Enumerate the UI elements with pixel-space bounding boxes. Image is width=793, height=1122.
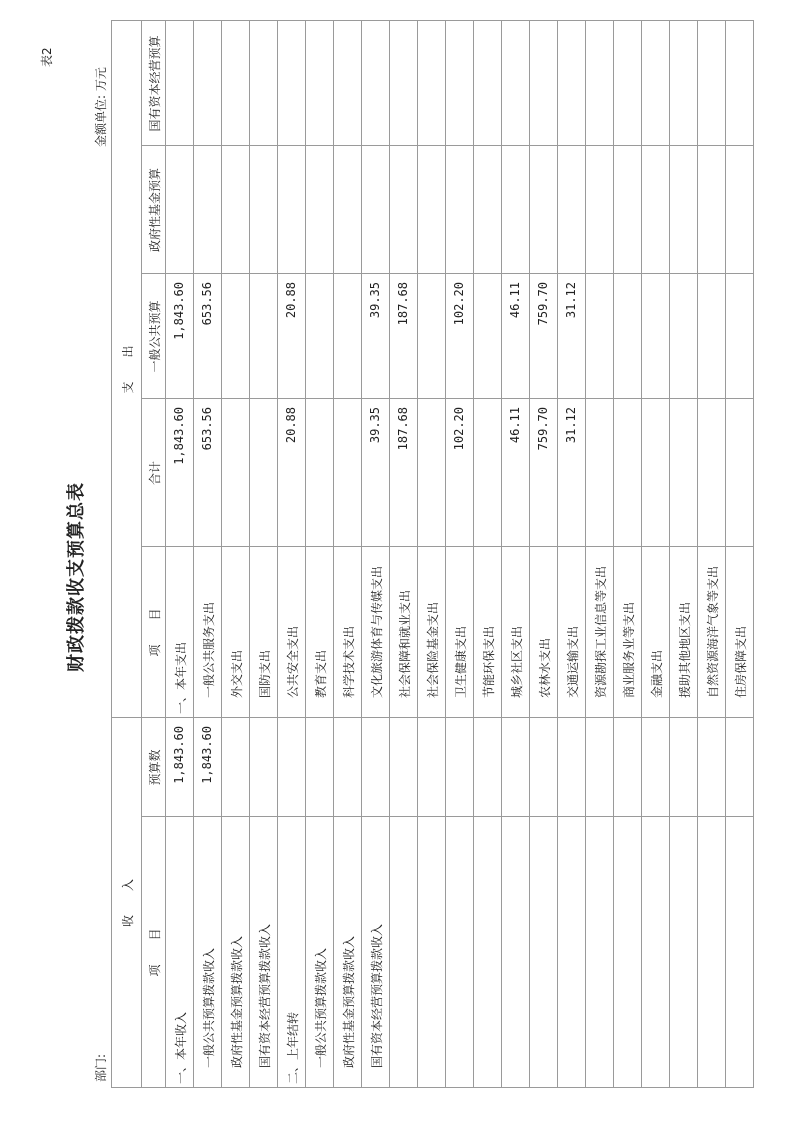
header-income-budget: 预算数 [148, 749, 162, 786]
row-divider [697, 21, 698, 1088]
department-label: 部门: [94, 1053, 108, 1082]
row-divider [725, 21, 726, 1088]
row-divider [753, 21, 754, 1088]
general-cell: 759.70 [536, 282, 550, 326]
total-cell: 46.11 [508, 407, 522, 444]
expense-item-cell: 农林水支出 [538, 637, 552, 698]
header-expense-item: 项 目 [148, 608, 162, 657]
general-cell: 39.35 [368, 282, 382, 319]
general-cell: 46.11 [508, 282, 522, 319]
income-item-cell: 一、本年收入 [174, 1011, 188, 1084]
col-divider-main [111, 717, 753, 718]
row-divider [557, 21, 558, 1088]
row-divider [277, 21, 278, 1088]
expense-item-cell: 住房保障支出 [734, 625, 748, 698]
header-divider-income [141, 718, 142, 1088]
expense-item-cell: 社会保险基金支出 [426, 601, 440, 698]
expense-item-cell: 国防支出 [258, 649, 272, 698]
general-cell: 653.56 [200, 282, 214, 326]
expense-item-cell: 金融支出 [650, 649, 664, 698]
expense-item-cell: 援助其他地区支出 [678, 601, 692, 698]
row-divider [501, 21, 502, 1088]
general-cell: 31.12 [564, 282, 578, 319]
header-income-item: 项 目 [148, 928, 162, 977]
expense-item-cell: 文化旅游体育与传媒支出 [370, 565, 384, 698]
expense-item-cell: 节能环保支出 [482, 625, 496, 698]
expense-item-cell: 自然资源海洋气象等支出 [706, 565, 720, 698]
general-cell: 102.20 [452, 282, 466, 326]
income-budget-cell: 1,843.60 [200, 726, 214, 784]
row-divider [417, 21, 418, 1088]
header-fund: 政府性基金预算 [148, 168, 162, 253]
row-divider [249, 21, 250, 1088]
header-income-group: 收 入 [121, 879, 135, 928]
col-divider [141, 816, 753, 817]
col-divider [141, 398, 753, 399]
expense-item-cell: 科学技术支出 [342, 625, 356, 698]
row-divider [473, 21, 474, 1088]
total-cell: 102.20 [452, 407, 466, 451]
row-divider [193, 21, 194, 1088]
expense-item-cell: 资源勘探工业信息等支出 [594, 565, 608, 698]
header-expense-group: 支 出 [121, 345, 135, 394]
col-divider [141, 546, 753, 547]
row-divider [641, 21, 642, 1088]
expense-item-cell: 一、本年支出 [174, 641, 188, 714]
expense-item-cell: 教育支出 [314, 649, 328, 698]
income-item-cell: 政府性基金预算拨款收入 [230, 935, 244, 1068]
expense-item-cell: 卫生健康支出 [454, 625, 468, 698]
header-general: 一般公共预算 [148, 300, 162, 373]
table-right-border [111, 20, 754, 21]
general-cell: 187.68 [396, 282, 410, 326]
expense-item-cell: 公共安全支出 [286, 625, 300, 698]
income-item-cell: 国有资本经营预算拨款收入 [258, 923, 272, 1068]
row-divider [529, 21, 530, 1088]
income-budget-cell: 1,843.60 [172, 726, 186, 784]
total-cell: 759.70 [536, 407, 550, 451]
expense-item-cell: 一般公共服务支出 [202, 601, 216, 698]
income-item-cell: 一般公共预算拨款收入 [314, 947, 328, 1068]
expense-item-cell: 社会保障和就业支出 [398, 589, 412, 698]
income-item-cell: 二、上年结转 [286, 1011, 300, 1084]
table-left-border [111, 1087, 753, 1088]
header-capital: 国有资本经营预算 [148, 35, 162, 132]
total-cell: 653.56 [200, 407, 214, 451]
table-top-border [111, 21, 112, 1088]
income-item-cell: 政府性基金预算拨款收入 [342, 935, 356, 1068]
expense-item-cell: 商业服务业等支出 [622, 601, 636, 698]
expense-item-cell: 城乡社区支出 [510, 625, 524, 698]
general-cell: 20.88 [284, 282, 298, 319]
general-cell: 1,843.60 [172, 282, 186, 340]
expense-item-cell: 外交支出 [230, 649, 244, 698]
form-number: 表2 [40, 47, 54, 67]
row-divider [221, 21, 222, 1088]
row-divider [669, 21, 670, 1088]
total-cell: 39.35 [368, 407, 382, 444]
total-cell: 20.88 [284, 407, 298, 444]
total-cell: 1,843.60 [172, 407, 186, 465]
expense-item-cell: 交通运输支出 [566, 625, 580, 698]
page-title: 财政拨款收支预算总表 [66, 482, 87, 672]
col-divider [141, 273, 753, 274]
income-item-cell: 一般公共预算拨款收入 [202, 947, 216, 1068]
col-divider [141, 145, 753, 146]
row-divider [389, 21, 390, 1088]
row-divider [333, 21, 334, 1088]
row-divider [585, 21, 586, 1088]
row-divider [305, 21, 306, 1088]
total-cell: 187.68 [396, 407, 410, 451]
header-bottom-border [165, 21, 166, 1088]
income-item-cell: 国有资本经营预算拨款收入 [370, 923, 384, 1068]
row-divider [361, 21, 362, 1088]
header-divider-expense [141, 21, 142, 718]
row-divider [445, 21, 446, 1088]
row-divider [613, 21, 614, 1088]
total-cell: 31.12 [564, 407, 578, 444]
unit-label: 金额单位: 万元 [94, 67, 108, 147]
header-total: 合计 [148, 461, 162, 486]
